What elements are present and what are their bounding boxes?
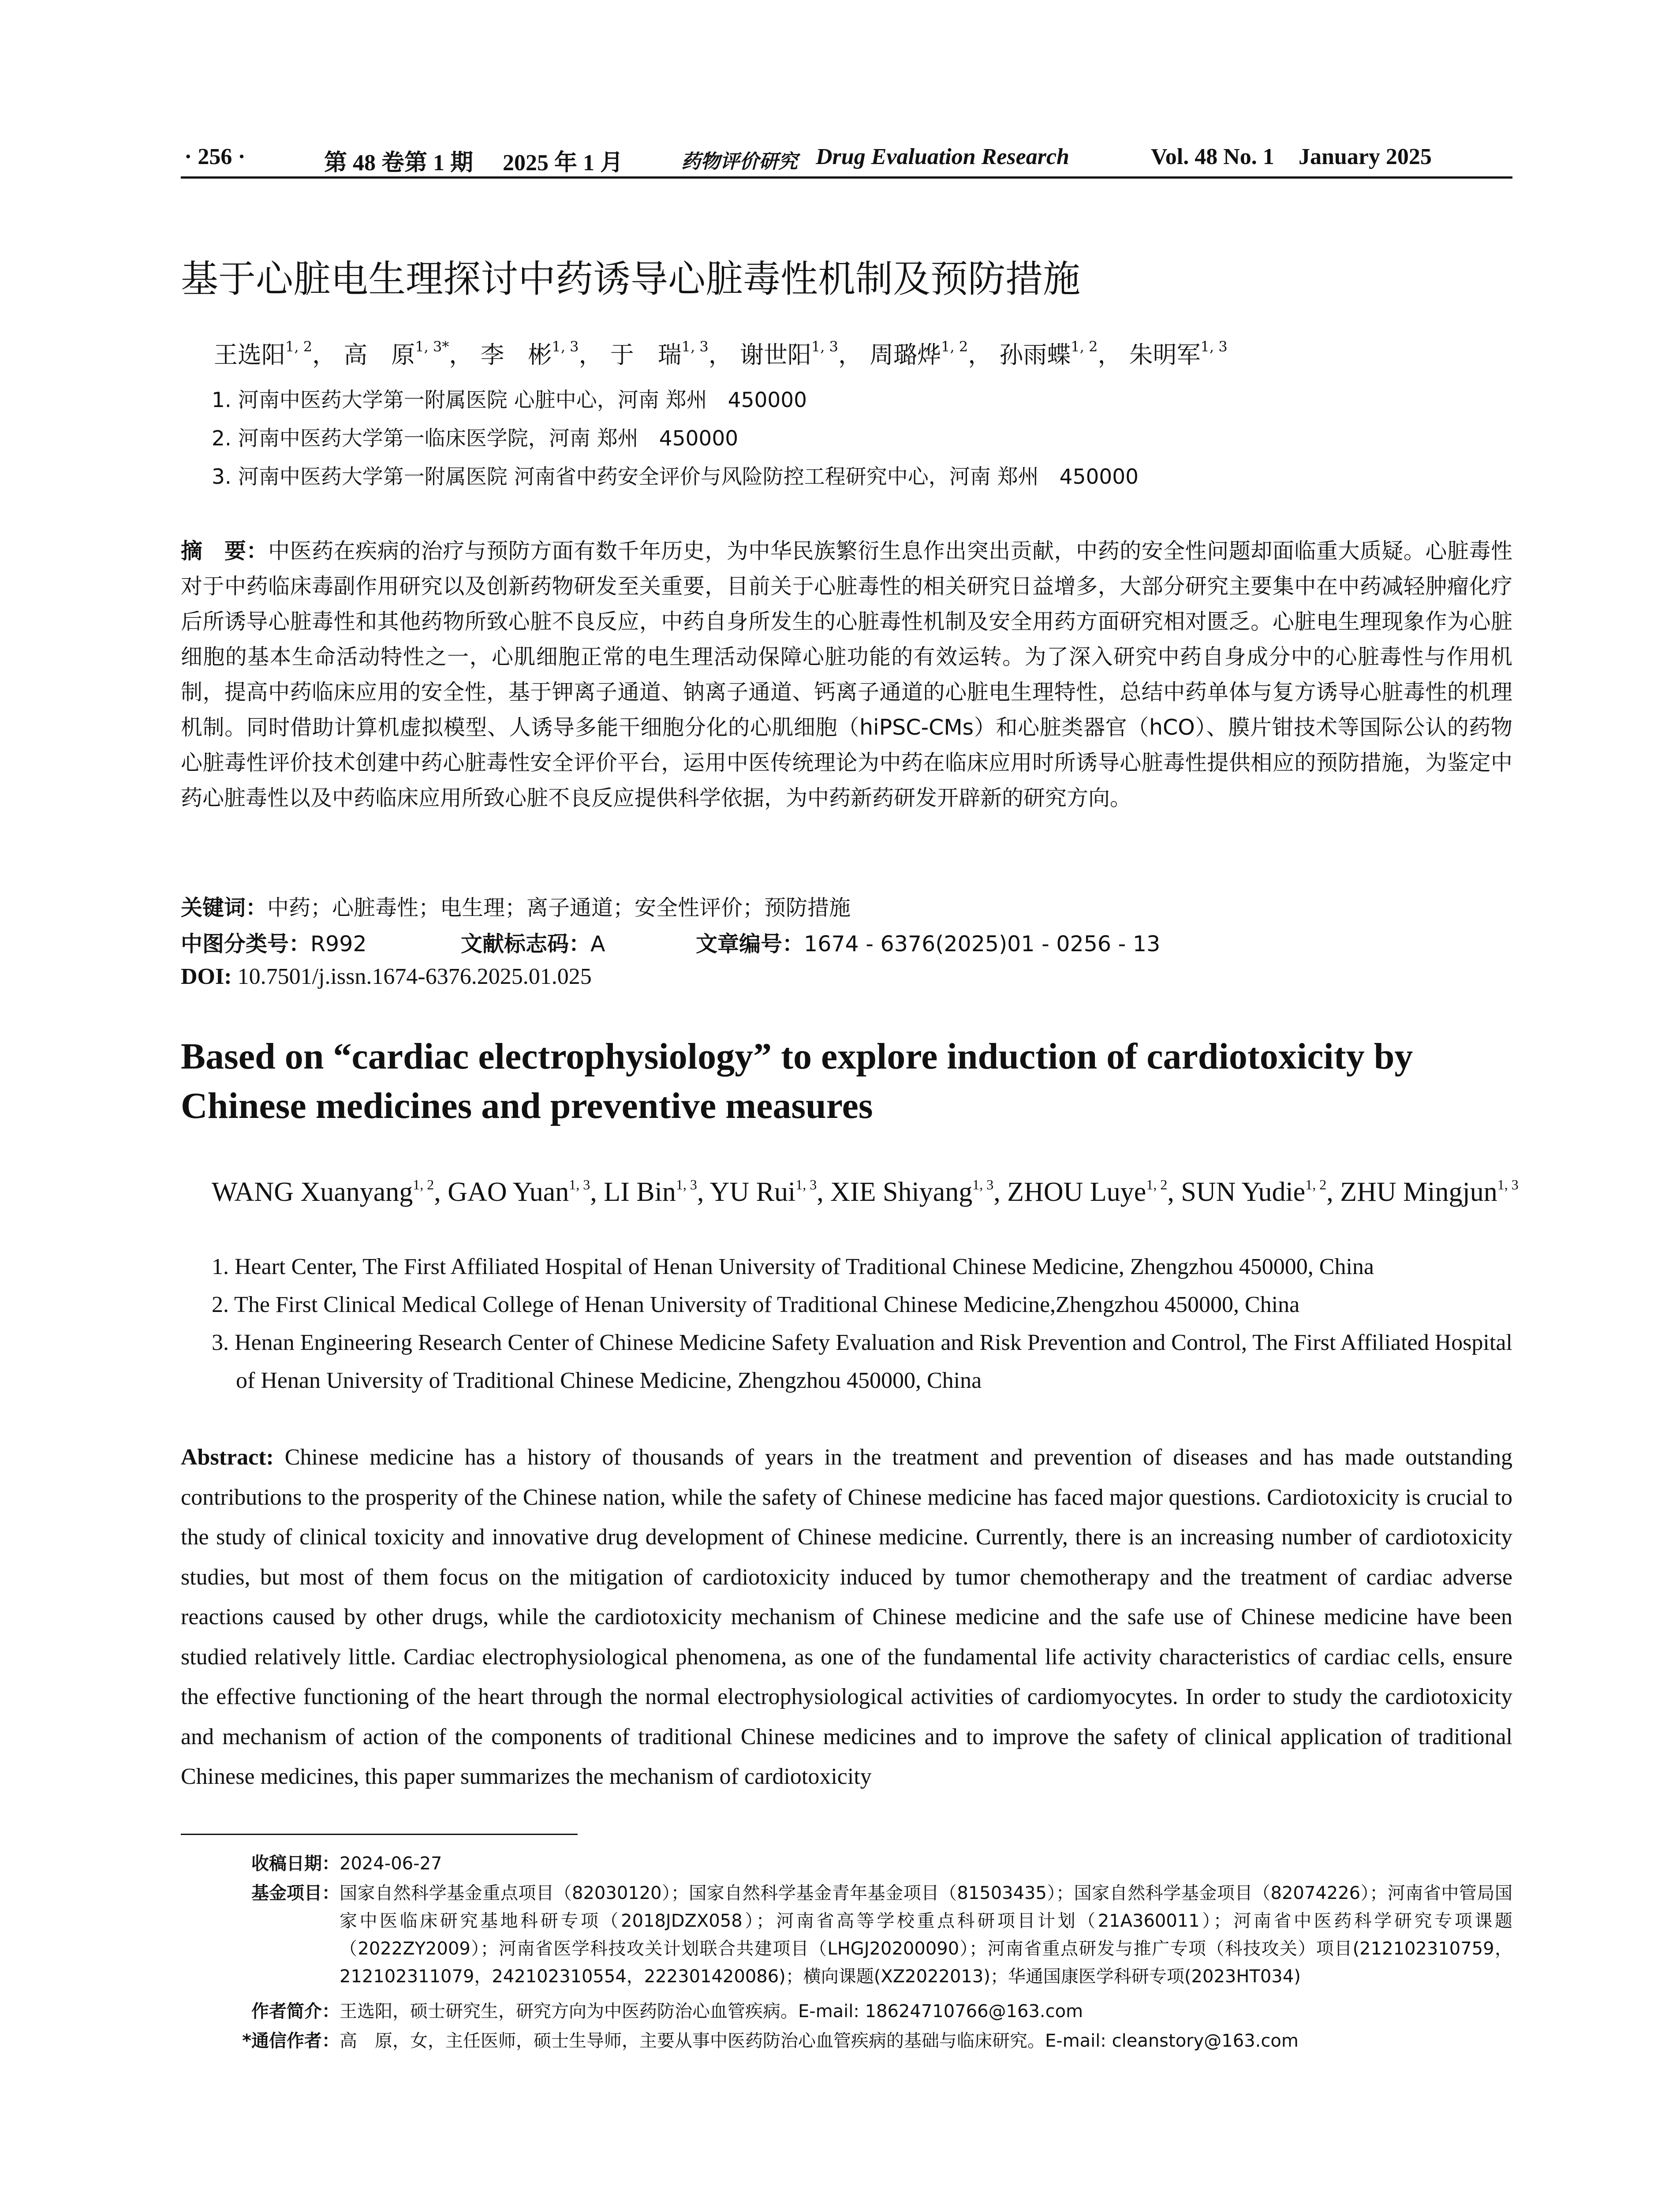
clc-label: 中图分类号：	[181, 931, 311, 957]
cn-author-affiliation-mark: 1, 3	[552, 338, 579, 355]
authors-cn	[214, 336, 1228, 370]
cn-author-name: 高 原	[343, 341, 415, 369]
cn-author-separator: ，	[1098, 341, 1122, 369]
cn-author	[999, 338, 1122, 369]
en-author-affiliation-mark: 1, 3	[676, 1177, 697, 1192]
cn-author-separator: ，	[708, 341, 732, 369]
en-author-name: GAO Yuan	[448, 1177, 569, 1207]
keywords-cn-text: 中药；心脏毒性；电生理；离子通道；安全性评价；预防措施	[267, 895, 851, 920]
keywords-cn	[181, 891, 851, 922]
affiliation-en-3: 3. Henan Engineering Research Center of Chinese Medicine Safety Evaluation and Risk Prevention and Control, The First Affiliated Hospital of Henan University of Traditional Chinese Medicine, Zhengzhou 450000, China	[212, 1330, 1512, 1393]
cn-author-name: 周璐烨	[870, 341, 941, 369]
footnote-received	[181, 1850, 1512, 1878]
abstract-en-label: Abstract:	[181, 1445, 274, 1470]
cn-author	[610, 338, 732, 369]
cn-author-affiliation-mark: 1, 2	[285, 338, 313, 355]
corresponding-value: 高 原，女，主任医师，硕士生导师，主要从事中医药防治心血管疾病的基础与临床研究。E-mail: cleanstory@163.com	[340, 2031, 1299, 2051]
en-author-separator: ,	[1326, 1177, 1340, 1207]
en-author-name: SUN Yudie	[1181, 1177, 1306, 1207]
author-bio-label: 作者简介：	[251, 2001, 340, 2022]
cn-author-affiliation-mark: 1, 3	[681, 338, 709, 355]
cn-author-affiliation-mark: 1, 2	[1071, 338, 1098, 355]
date-en: January 2025	[1299, 144, 1432, 169]
abstract-en-text: Chinese medicine has a history of thousands of years in the treatment and prevention of diseases and has made outstanding contributions to the prosperity of the Chinese nation, while the safety of Chinese medicine has faced major questions. Cardiotoxicity is crucial to the study of clinical toxicity and innovative drug development of Chinese medicine. Currently, there is an increasing number of cardiotoxicity studies, but most of them focus on the mitigation of cardiotoxicity induced by tumor chemotherapy and the treatment of cardiac adverse reactions caused by other drugs, while the cardiotoxicity mechanism of Chinese medicine and the safe use of Chinese medicine have been studied relatively little. Cardiac electrophysiological phenomena, as one of the fundamental life activity characteristics of cardiac cells, ensure the effective functioning of the heart through the normal electrophysiological activities of cardiomyocytes. In order to study the cardiotoxicity and mechanism of action of the components of traditional Chinese medicines and to improve the safety of clinical application of traditional Chinese medicines, this paper summarizes the mechanism of cardiotoxicity	[181, 1445, 1512, 1789]
issue-cn: 第 48 卷第 1 期	[324, 150, 474, 176]
cn-author-name: 孙雨蝶	[999, 341, 1071, 369]
fund-value: 国家自然科学基金重点项目（82030120）；国家自然科学基金青年基金项目（81503435）；国家自然科学基金项目（82074226）；河南省中管局国家中医临床研究基地科研专项（2018JDZX058）；河南省高等学校重点科研项目计划（21A360011）；河南省中医药科学研究专项课题（2022ZY2009）；河南省医学科技攻关计划联合共建项目（LHGJ20200090）；河南省重点研发与推广专项（科技攻关）项目(212102310759，212102311079，242102310554，222301420086)；横向课题(XZ2022013)；华通国康医学科研专项(2023HT034)	[340, 1883, 1512, 1987]
en-author-name: ZHU Mingjun	[1340, 1177, 1497, 1207]
en-author-name: LI Bin	[604, 1177, 676, 1207]
affiliation-en-1: 1. Heart Center, The First Affiliated Hospital of Henan University of Traditional Chinese Medicine, Zhengzhou 450000, China	[212, 1254, 1374, 1279]
en-author-separator: ,	[993, 1177, 1008, 1207]
cn-author-affiliation-mark: 1, 3*	[415, 338, 449, 355]
date-cn: 2025 年 1 月	[503, 150, 623, 176]
cn-author-separator: ，	[838, 341, 862, 369]
received-value: 2024-06-27	[340, 1854, 442, 1874]
en-author	[604, 1177, 709, 1207]
journal-logo-cn: 药物评价研究	[681, 151, 798, 172]
footnote-author	[181, 1998, 1512, 2026]
en-author-name: XIE Shiyang	[830, 1177, 973, 1207]
cn-author	[214, 338, 336, 369]
footnote-fund	[181, 1880, 1512, 1991]
en-author	[1340, 1177, 1519, 1207]
doc-code-value: A	[590, 931, 605, 957]
en-author-affiliation-mark: 1, 3	[1497, 1177, 1519, 1192]
en-author-separator: ,	[697, 1177, 710, 1207]
keywords-cn-label: 关键词：	[181, 895, 268, 920]
en-author-separator: ,	[817, 1177, 831, 1207]
affiliation-en-2: 2. The First Clinical Medical College of Henan University of Traditional Chinese Medicine,Zhengzhou 450000, China	[212, 1292, 1300, 1317]
cn-author-name: 李 彬	[480, 341, 552, 369]
en-author	[1007, 1177, 1181, 1207]
en-author	[1181, 1177, 1340, 1207]
volume-en: Vol. 48 No. 1	[1151, 144, 1274, 169]
author-bio-value: 王选阳，硕士研究生，研究方向为中医药防治心血管疾病。E-mail: 18624710766@163.com	[340, 2001, 1083, 2022]
cn-author-affiliation-mark: 1, 2	[941, 338, 968, 355]
footnote-corresponding	[181, 2027, 1512, 2055]
running-header	[181, 140, 1512, 176]
clc-value: R992	[310, 931, 367, 957]
en-author	[710, 1177, 831, 1207]
en-author-name: WANG Xuanyang	[212, 1177, 413, 1207]
en-author-affiliation-mark: 1, 3	[569, 1177, 590, 1192]
en-author-affiliation-mark: 1, 3	[795, 1177, 817, 1192]
abstract-cn-text: 中医药在疾病的治疗与预防方面有数千年历史，为中华民族繁衍生息作出突出贡献，中药的安全性问题却面临重大质疑。心脏毒性对于中药临床毒副作用研究以及创新药物研发至关重要，目前关于心脏毒性的相关研究日益增多，大部分研究主要集中在中药减轻肿瘤化疗后所诱导心脏毒性和其他药物所致心脏不良反应，中药自身所发生的心脏毒性机制及安全用药方面研究相对匮乏。心脏电生理现象作为心脏细胞的基本生命活动特性之一，心肌细胞正常的电生理活动保障心脏功能的有效运转。为了深入研究中药自身成分中的心脏毒性与作用机制，提高中药临床应用的安全性，基于钾离子通道、钠离子通道、钙离子通道的心脏电生理特性，总结中药单体与复方诱导心脏毒性的机理机制。同时借助计算机虚拟模型、人诱导多能干细胞分化的心肌细胞（hiPSC-CMs）和心脏类器官（hCO）、膜片钳技术等国际公认的药物心脏毒性评价技术创建中药心脏毒性安全评价平台，运用中医传统理论为中药在临床应用时所诱导心脏毒性提供相应的预防措施，为鉴定中药心脏毒性以及中药临床应用所致心脏不良反应提供科学依据，为中药新药研发开辟新的研究方向。	[181, 538, 1512, 811]
affiliation-cn-3: 3. 河南中医药大学第一附属医院 河南省中药安全评价与风险防控工程研究中心，河南 郑州 450000	[212, 465, 1139, 489]
abstract-en	[181, 1438, 1512, 1797]
cn-author-name: 谢世阳	[739, 341, 811, 369]
doi-line	[181, 964, 592, 990]
en-author-affiliation-mark: 1, 3	[972, 1177, 994, 1192]
title-en: Based on “cardiac electrophysiology” to explore induction of cardiotoxicity by Chinese medicines and preventive measures	[181, 1036, 1413, 1126]
abstract-cn	[181, 534, 1512, 816]
cn-author-name: 于 瑞	[610, 341, 682, 369]
en-author-affiliation-mark: 1, 2	[1146, 1177, 1168, 1192]
en-author-separator: ,	[434, 1177, 448, 1207]
page-number: · 256 ·	[184, 144, 246, 169]
cn-author-separator: ，	[449, 341, 473, 369]
fund-label: 基金项目：	[251, 1883, 340, 1903]
cn-author	[739, 338, 862, 369]
en-author	[212, 1177, 448, 1207]
doc-code-label: 文献标志码：	[461, 931, 591, 957]
received-label: 收稿日期：	[251, 1854, 340, 1874]
doi-value: 10.7501/j.issn.1674-6376.2025.01.025	[237, 964, 592, 989]
authors-en	[212, 1166, 1530, 1210]
en-author-affiliation-mark: 1, 2	[413, 1177, 434, 1192]
article-no-label: 文章编号：	[696, 931, 804, 957]
en-author	[830, 1177, 1007, 1207]
en-author-separator: ,	[590, 1177, 604, 1207]
cn-author-separator: ，	[968, 341, 992, 369]
en-author-separator: ,	[1167, 1177, 1181, 1207]
title-cn: 基于心脏电生理探讨中药诱导心脏毒性机制及预防措施	[181, 258, 1081, 301]
header-rule	[181, 176, 1512, 179]
journal-title-en: Drug Evaluation Research	[816, 144, 1069, 169]
cn-author-name: 朱明军	[1129, 341, 1201, 369]
affiliation-cn-1: 1. 河南中医药大学第一附属医院 心脏中心，河南 郑州 450000	[212, 388, 807, 412]
corresponding-label: *通信作者：	[242, 2031, 340, 2051]
article-no-value: 1674 - 6376(2025)01 - 0256 - 13	[804, 931, 1161, 957]
affiliation-cn-2: 2. 河南中医药大学第一临床医学院，河南 郑州 450000	[212, 426, 739, 451]
cn-author-affiliation-mark: 1, 3	[1200, 338, 1228, 355]
cn-author-name: 王选阳	[214, 341, 285, 369]
abstract-cn-label: 摘 要：	[181, 538, 269, 564]
cn-author	[480, 338, 603, 369]
doi-label: DOI:	[181, 964, 232, 989]
footnote-rule	[181, 1834, 578, 1835]
cn-author	[1129, 338, 1228, 369]
en-author-name: ZHOU Luye	[1007, 1177, 1146, 1207]
cn-author	[870, 338, 992, 369]
classification-line	[181, 927, 1512, 958]
cn-author-affiliation-mark: 1, 3	[811, 338, 838, 355]
en-author-name: YU Rui	[709, 1177, 796, 1207]
cn-author-separator: ，	[312, 341, 336, 369]
cn-author	[343, 338, 473, 369]
en-author-affiliation-mark: 1, 2	[1305, 1177, 1327, 1192]
cn-author-separator: ，	[579, 341, 603, 369]
en-author	[448, 1177, 604, 1207]
